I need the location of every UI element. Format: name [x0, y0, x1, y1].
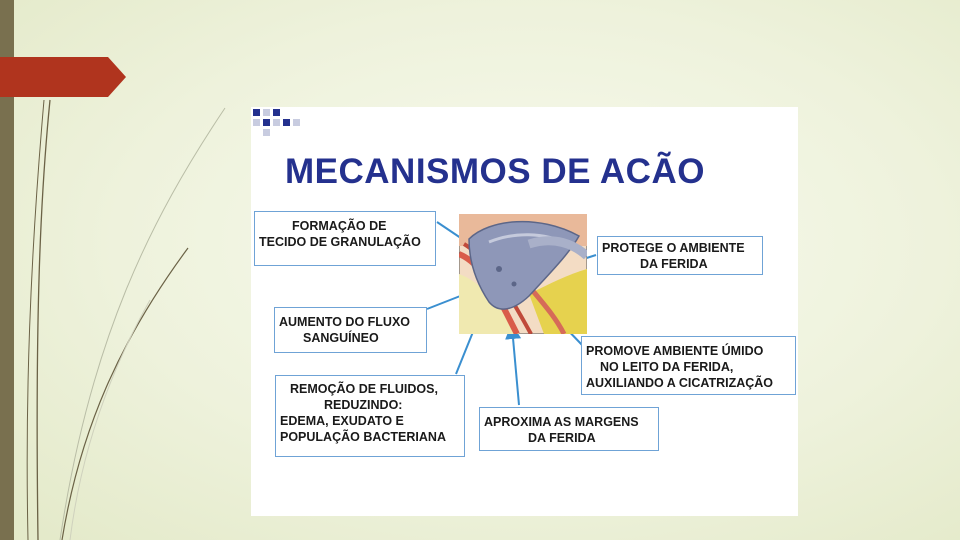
callout-granulation: FORMAÇÃO DE TECIDO DE GRANULAÇÃO — [254, 211, 436, 266]
callout-moist-environment: PROMOVE AMBIENTE ÚMIDO NO LEITO DA FERIDA, AUXILIANDO A CICATRIZAÇÃO — [581, 336, 796, 395]
callout-fluid-removal: REMOÇÃO DE FLUIDOS, REDUZINDO: EDEMA, EXUDATO E POPULAÇÃO BACTERIANA — [275, 375, 465, 457]
diagram-title: MECANISMOS DE ACÃO — [285, 152, 705, 191]
callout-approximates-margins: APROXIMA AS MARGENS DA FERIDA — [479, 407, 659, 451]
wound-dressing-illustration — [459, 214, 587, 334]
callout-blood-flow: AUMENTO DO FLUXO SANGUÍNEO — [274, 307, 427, 353]
decorative-lines — [0, 0, 260, 540]
corner-squares-decoration — [251, 107, 311, 137]
mechanisms-diagram — [251, 107, 798, 516]
callout-protects-environment: PROTEGE O AMBIENTE DA FERIDA — [597, 236, 763, 275]
